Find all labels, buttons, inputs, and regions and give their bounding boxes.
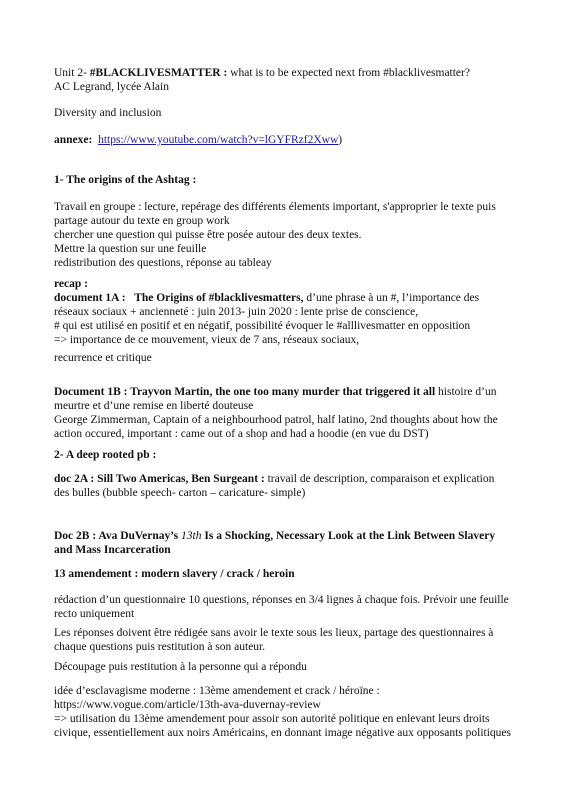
unit-hashtag: #BLACKLIVESMATTER : (89, 67, 228, 79)
unit-heading (54, 66, 524, 94)
unit-title-line (54, 66, 524, 80)
text-line: meurtre et d’une remise en liberté douteuse (54, 400, 254, 412)
text-line: action occured, important : came out of a shop and had a hoodie (en vue du DST) (54, 428, 429, 440)
section1-title: 1- The origins of the Ashtag : (54, 174, 197, 186)
doc-2b-para4: idée d’esclavagisme moderne : 13ème amendement et crack / héroïne : https://www.vogue.com/article/13th-ava-duvernay-review => utilisation du 13ème amendement pour assoir son autorité politique en enlevant leurs droits civique, essentiellement aux noirs Américains, en donnant image négative aux opposants politiques (54, 685, 512, 739)
doc-2a-block: doc 2A : Sill Two Americas, Ben Surgeant : travail de description, comparaison et explication des bulles (bubble speech- carton – caricature- simple) (54, 472, 524, 500)
doc-2b-para3: Découpage puis restitution à la personne qui a répondu (54, 661, 307, 673)
text-line: redistribution des questions, réponse au tableay (54, 257, 272, 269)
doc-2b-para1: rédaction d’un questionnaire 10 questions, réponses en 3/4 lignes à chaque fois. Prévoir une feuille recto uniquement (54, 594, 509, 620)
text-line: partage autour du texte en group work (54, 215, 230, 227)
recap-block (54, 277, 524, 347)
text-line: réseaux sociaux + ancienneté : juin 2013- juin 2020 : lente prise de conscience, (54, 306, 419, 318)
doc-2b-para2: Les réponses doivent être rédigée sans avoir le texte sous les lieux, partage des questionnaires à chaque questions puis restitution à son auteur. (54, 627, 494, 653)
recap-label: recap : (54, 278, 88, 290)
recap-after: recurrence et critique (54, 352, 152, 364)
annexe-link[interactable]: https://www.youtube.com/watch?v=lGYFRzf2Xww (98, 134, 339, 146)
annexe-line (54, 133, 524, 147)
theme-line: Diversity and inclusion (54, 107, 162, 119)
section1-body (54, 200, 524, 270)
unit-prefix: Unit 2- (54, 67, 90, 79)
section2-title: 2- A deep rooted pb : (54, 449, 157, 461)
text-line: Travail en groupe : lecture, repérage des différents élements important, s'approprier le texte puis (54, 201, 496, 213)
document-1a-line: document 1A : The Origins of #blacklivesmatters, d’une phrase à un #, l’importance des (54, 292, 480, 304)
text-line: George Zimmerman, Captain of a neighbourhood patrol, half latino, 2nd thoughts about how the (54, 414, 498, 426)
annexe-suffix: ) (338, 134, 343, 146)
text-line: Mettre la question sur une feuille (54, 243, 207, 255)
text-line: # qui est utilisé en positif et en négatif, possibilité évoquer le #alllivesmatter en opposition (54, 320, 471, 332)
author-line: AC Legrand, lycée Alain (54, 81, 169, 93)
doc-2b-title: Doc 2B : Ava DuVernay’s 13th Is a Shocking, Necessary Look at the Link Between Slavery and Mass Incarceration (54, 530, 496, 556)
text-line: => importance de ce mouvement, vieux de 7 ans, réseaux sociaux, (54, 334, 360, 346)
unit-question: what is to be expected next from #blacklivesmatter? (227, 67, 470, 79)
text-line: des bulles (bubble speech- carton – caricature- simple) (54, 487, 306, 499)
document-1b-block: Document 1B : Trayvon Martin, the one too many murder that triggered it all histoire d’un meurtre et d’une remise en liberté douteuse George Zimmerman, Captain of a neighbourhood patrol, half latino, 2nd thoughts about how the action occured, important : came out of a shop and had a hoodie (en vue du DST) (54, 385, 524, 441)
annexe-label: annexe: (54, 134, 93, 146)
doc-2b-subtitle: 13 amendement : modern slavery / crack / heroin (54, 568, 295, 580)
text-line: chercher une question qui puisse être posée autour des deux textes. (54, 229, 362, 241)
